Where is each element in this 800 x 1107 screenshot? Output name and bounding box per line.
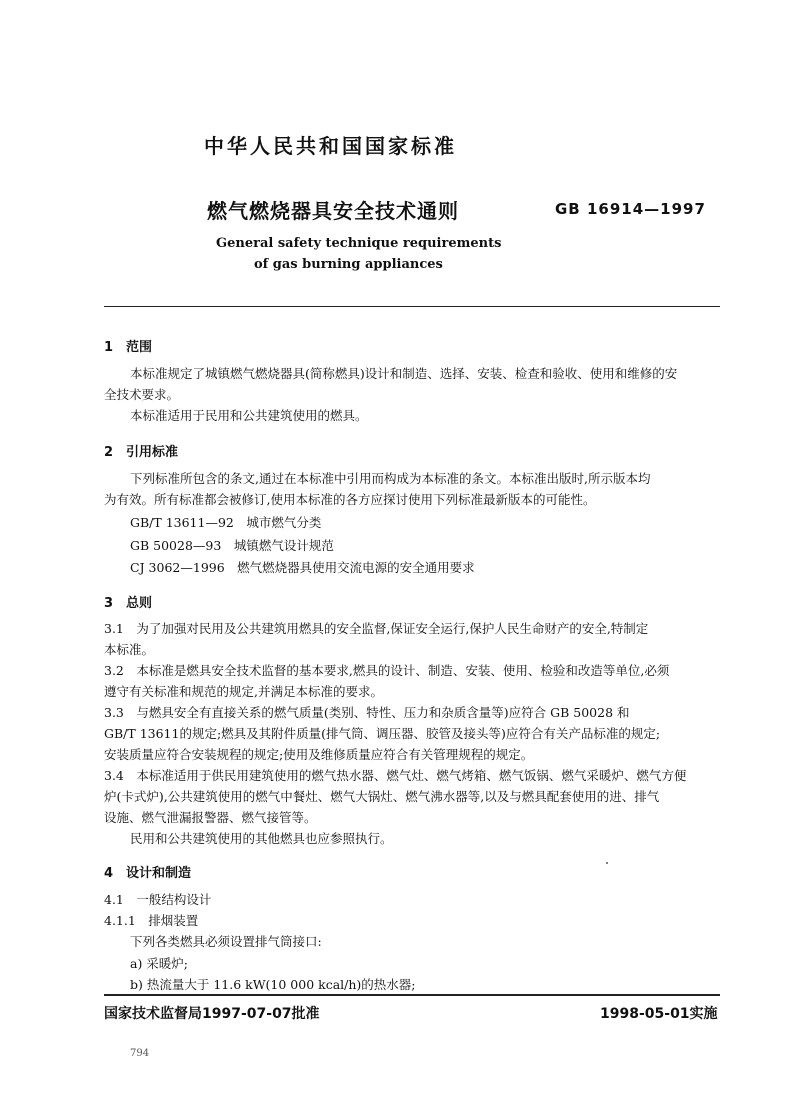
- scan-speck: [606, 862, 608, 864]
- section-1-paragraph-line: 本标准适用于民用和公共建筑使用的燃具。: [130, 408, 368, 423]
- section-2-paragraph-line: 下列标准所包含的条文,通过在本标准中引用而构成为本标准的条文。本标准出版时,所示版本均: [130, 471, 651, 486]
- section-1-paragraph-line: 全技术要求。: [104, 387, 180, 402]
- standard-number: GB 16914—1997: [555, 200, 706, 218]
- clause-3-3-line: GB/T 13611的规定;燃具及其附件质量(排气筒、调压器、胶管及接头等)应符合有关产品标准的规定;: [104, 726, 661, 741]
- section-1-paragraph-line: 本标准规定了城镇燃气燃烧器具(简称燃具)设计和制造、选择、安装、检查和验收、使用和维修的安: [130, 366, 678, 381]
- list-item-a: a) 采暖炉;: [130, 956, 189, 971]
- clause-4-1-1: 4.1.1 排烟装置: [104, 913, 199, 928]
- footer-divider: [104, 994, 720, 996]
- implementation-date: 1998-05-01实施: [600, 1006, 718, 1022]
- clause-3-4-line: 设施、燃气泄漏报警器、燃气接管等。: [104, 810, 317, 825]
- clause-3-1-line: 本标准。: [104, 642, 155, 657]
- section-3-heading: 3 总则: [104, 596, 153, 611]
- approval-note: 国家技术监督局1997-07-07批准: [104, 1006, 320, 1022]
- page-number: 794: [130, 1048, 150, 1059]
- clause-3-3-line: 安装质量应符合安装规程的规定;使用及维修质量应符合有关管理规程的规定。: [104, 747, 534, 762]
- reference-standard-item: CJ 3062—1996 燃气燃烧器具使用交流电源的安全通用要求: [130, 560, 475, 575]
- clause-3-2-line: 3.2 本标准是燃具安全技术监督的基本要求,燃具的设计、制造、安装、使用、检验和改造等单位,必须: [104, 663, 670, 678]
- section-2-heading: 2 引用标准: [104, 445, 179, 460]
- document-title-english-line2: of gas burning appliances: [254, 257, 443, 272]
- reference-standard-item: GB 50028—93 城镇燃气设计规范: [130, 538, 334, 553]
- document-title-chinese: 燃气燃烧器具安全技术通则: [207, 199, 459, 223]
- clause-3-4-line: 民用和公共建筑使用的其他燃具也应参照执行。: [130, 831, 393, 846]
- section-2-paragraph-line: 为有效。所有标准都会被修订,使用本标准的各方应探讨使用下列标准最新版本的可能性。: [104, 492, 596, 507]
- clause-3-3-line: 3.3 与燃具安全有直接关系的燃气质量(类别、特性、压力和杂质含量等)应符合 GB 50028 和: [104, 705, 630, 720]
- reference-standard-item: GB/T 13611—92 城市燃气分类: [130, 515, 322, 530]
- clause-4-1: 4.1 一般结构设计: [104, 892, 212, 907]
- document-title-english-line1: General safety technique requirements: [216, 236, 502, 251]
- clause-4-1-1-intro: 下列各类燃具必须设置排气筒接口:: [130, 934, 322, 949]
- document-issuer: 中华人民共和国国家标准: [204, 134, 457, 158]
- clause-3-2-line: 遵守有关标准和规范的规定,并满足本标准的要求。: [104, 684, 383, 699]
- header-divider: [104, 306, 720, 307]
- clause-3-4-line: 炉(卡式炉),公共建筑使用的燃气中餐灶、燃气大锅灶、燃气沸水器等,以及与燃具配套使用的进、排气: [104, 789, 660, 804]
- section-1-heading: 1 范围: [104, 340, 153, 355]
- section-4-heading: 4 设计和制造: [104, 866, 192, 881]
- list-item-b: b) 热流量大于 11.6 kW(10 000 kcal/h)的热水器;: [130, 977, 416, 992]
- clause-3-4-line: 3.4 本标准适用于供民用建筑使用的燃气热水器、燃气灶、燃气烤箱、燃气饭锅、燃气采暖炉、燃气方便: [104, 768, 687, 783]
- clause-3-1-line: 3.1 为了加强对民用及公共建筑用燃具的安全监督,保证安全运行,保护人民生命财产的安全,特制定: [104, 621, 649, 636]
